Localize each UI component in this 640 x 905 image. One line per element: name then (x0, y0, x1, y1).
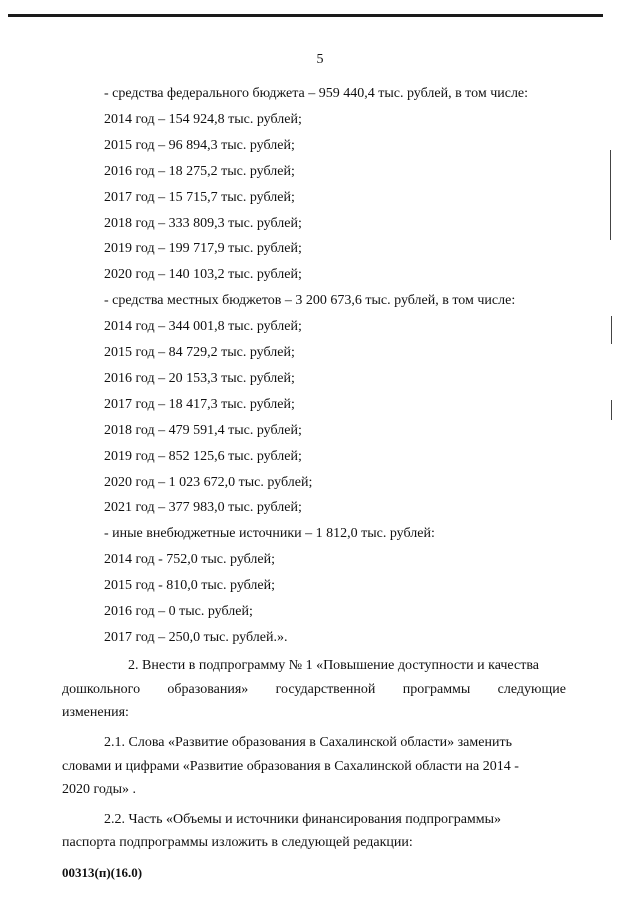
funding-line: 2016 год – 0 тыс. рублей; (104, 604, 253, 619)
justified-word: следующие (497, 682, 566, 697)
document-code: 00313(п)(16.0) (62, 865, 143, 880)
funding-line: 2014 год – 344 001,8 тыс. рублей; (104, 319, 302, 334)
funding-line: 2016 год – 18 275,2 тыс. рублей; (104, 164, 295, 179)
item-2-2-line-1: 2.2. Часть «Объемы и источники финансирования подпрограммы» (104, 812, 502, 827)
item-2-line-3: изменения: (62, 705, 129, 720)
scan-mark (610, 150, 611, 240)
funding-line: 2018 год – 333 809,3 тыс. рублей; (104, 216, 302, 231)
item-2-line-1: 2. Внести в подпрограмму № 1 «Повышение доступности и качества (128, 658, 539, 673)
item-2-2-line-2: паспорта подпрограммы изложить в следующей редакции: (62, 835, 413, 850)
funding-line: - иные внебюджетные источники – 1 812,0 тыс. рублей: (104, 526, 435, 541)
funding-line: 2015 год – 84 729,2 тыс. рублей; (104, 345, 295, 360)
funding-line: 2014 год - 752,0 тыс. рублей; (104, 552, 276, 567)
funding-line: 2019 год – 199 717,9 тыс. рублей; (104, 241, 302, 256)
scan-mark (611, 400, 612, 420)
item-2-line-2 (62, 682, 566, 698)
funding-line: 2017 год – 15 715,7 тыс. рублей; (104, 190, 295, 205)
justified-word: государственной (275, 682, 376, 697)
item-2-1-line-2: словами и цифрами «Развитие образования в Сахалинской области на 2014 - (62, 759, 519, 774)
top-rule (8, 14, 603, 17)
scan-mark (611, 316, 612, 344)
funding-line: - средства местных бюджетов – 3 200 673,6 тыс. рублей, в том числе: (104, 293, 516, 308)
item-2-1-line-3: 2020 годы» . (62, 782, 137, 797)
funding-line: 2016 год – 20 153,3 тыс. рублей; (104, 371, 295, 386)
funding-line: 2020 год – 140 103,2 тыс. рублей; (104, 267, 302, 282)
funding-line: 2014 год – 154 924,8 тыс. рублей; (104, 112, 302, 127)
funding-line: 2017 год – 250,0 тыс. рублей.». (104, 630, 288, 645)
funding-line: 2019 год – 852 125,6 тыс. рублей; (104, 449, 302, 464)
funding-line: 2020 год – 1 023 672,0 тыс. рублей; (104, 475, 313, 490)
justified-word: программы (402, 682, 471, 697)
justified-word: образования» (167, 682, 249, 697)
page-number: 5 (316, 52, 324, 67)
funding-line: - средства федерального бюджета – 959 440,4 тыс. рублей, в том числе: (104, 86, 529, 101)
funding-line: 2015 год - 810,0 тыс. рублей; (104, 578, 276, 593)
funding-line: 2015 год – 96 894,3 тыс. рублей; (104, 138, 295, 153)
funding-line: 2021 год – 377 983,0 тыс. рублей; (104, 500, 302, 515)
funding-line: 2017 год – 18 417,3 тыс. рублей; (104, 397, 295, 412)
item-2-1-line-1: 2.1. Слова «Развитие образования в Сахалинской области» заменить (104, 735, 512, 750)
funding-line: 2018 год – 479 591,4 тыс. рублей; (104, 423, 302, 438)
justified-word: дошкольного (62, 682, 141, 697)
